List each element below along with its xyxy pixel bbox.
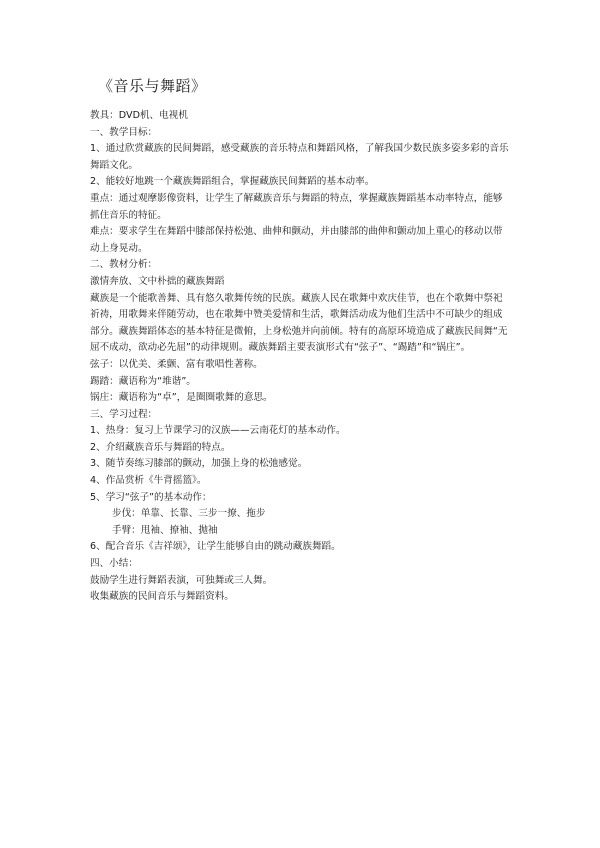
objective-item-2: 2、能较好地跳一个藏族舞蹈组合，掌握藏族民间舞蹈的基本动率。 [90,176,375,188]
process-step-1: 1、热身：复习上节课学习的汉族——云南花灯的基本动作。 [90,425,346,437]
guozhuang-definition: 锅庄：藏语称为“卓”，是圈圈歌舞的意思。 [90,392,273,404]
process-step-2: 2、介绍藏族音乐与舞蹈的特点。 [90,441,231,453]
section-heading-analysis: 二、教材分析： [90,259,158,271]
analysis-paragraph: 藏族是一个能歌善舞、具有悠久歌舞传统的民族。藏族人民在歌舞中欢庆佳节，也在个歌舞中祭祀祈祷，用歌舞来伴随劳动，也在歌舞中赞美爱情和生活，歌舞活动成为他们生活中不可缺少的组成部分。藏族舞蹈体态的基本特征是微俯，上身松弛并向前倾。特有的高原环境造成了藏族民间舞“无屈不成动，欲动必先屈”的动律规则。藏族舞蹈主要表演形式有“弦子”、“踢踏”和“锅庄”。 [90,292,508,354]
key-point-paragraph: 重点：通过观摩影像资料，让学生了解藏族音乐与舞蹈的特点，掌握藏族舞蹈基本动率特点，能够抓住音乐的特征。 [90,192,503,221]
section-heading-objectives: 一、教学目标： [90,126,158,138]
process-step-5: 5、学习“弦子”的基本动作： [90,491,212,503]
process-step-5-steps: 步伐：单靠、长靠、三步一撩、拖步 [112,508,266,520]
process-step-5-arms: 手臂：甩袖、撩袖、抛袖 [112,524,218,536]
process-step-3: 3、随节奏练习膝部的颤动，加强上身的松弛感觉。 [90,458,308,470]
difficulty-paragraph: 难点：要求学生在舞蹈中膝部保持松弛、曲伸和颤动，并由膝部的曲伸和颤动加上重心的移动以带动上身晃动。 [90,226,503,254]
section-heading-summary: 四、小结： [90,558,138,570]
teaching-aids-line: 教具：DVD机、电视机 [90,110,188,121]
lesson-plan-body [90,76,510,606]
summary-line-1: 鼓励学生进行舞蹈表演，可独舞或三人舞。 [90,574,273,586]
xianzi-definition: 弦子：以优美、柔颤、富有歌唱性著称。 [90,358,263,370]
summary-line-2: 收集藏族的民间音乐与舞蹈资料。 [90,591,234,603]
document-title: 《音乐与舞蹈》 [98,77,207,95]
process-step-6: 6、配合音乐《吉祥颂》，让学生能够自由的跳动藏族舞蹈。 [90,541,341,553]
tita-definition: 踢踏：藏语称为“堆谐”。 [90,375,196,387]
objective-item-1: 1、通过欣赏藏族的民间舞蹈，感受藏族的音乐特点和舞蹈风格，了解我国少数民族多姿多彩的音乐舞蹈文化。 [90,143,509,171]
analysis-subtitle: 激情奔放、文中朴拙的藏族舞蹈 [90,275,225,287]
section-heading-process: 三、学习过程： [90,408,158,420]
process-step-4: 4、作品赏析《牛背摇篮》。 [90,475,207,487]
